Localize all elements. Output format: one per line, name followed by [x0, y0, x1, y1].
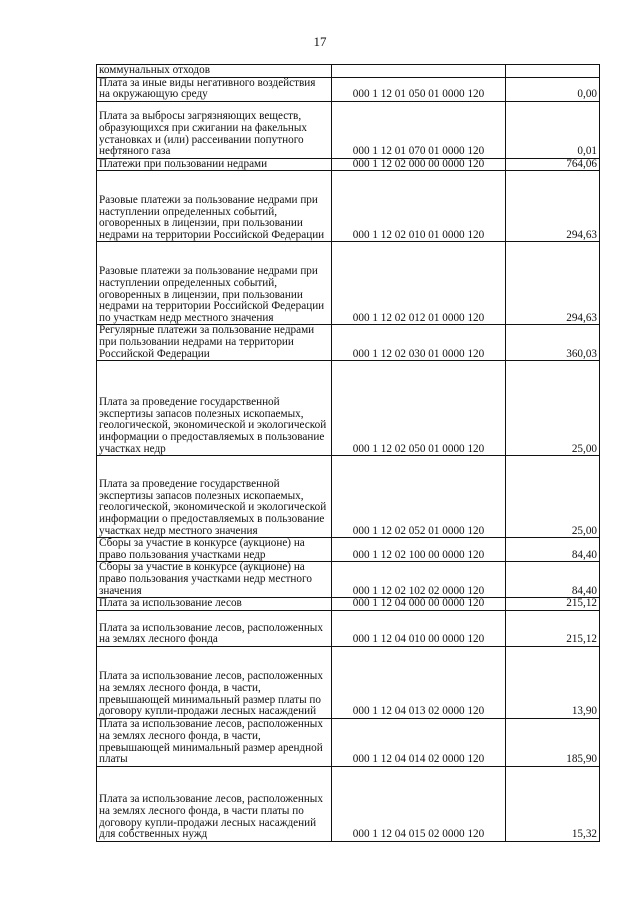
row-value: 764,06 — [566, 157, 597, 170]
row-name-cell — [97, 610, 332, 646]
row-value: 294,63 — [566, 311, 597, 324]
row-code-cell — [332, 77, 506, 101]
table-row — [97, 538, 600, 562]
row-name: Плата за проведение государственной экспертизы запасов полезных ископаемых, геологической, экономической и экологической информации о предоставляемых в пользование участках недр — [99, 396, 327, 455]
table-row — [97, 718, 600, 766]
row-name: Сборы за участие в конкурсе (аукционе) на право пользования участками недр — [99, 537, 305, 561]
row-code: 000 1 12 04 013 02 0000 120 — [352, 705, 485, 718]
row-code-cell — [332, 171, 506, 242]
row-name: Плата за выбросы загрязняющих веществ, образующихся при сжигании на факельных установках и (или) рассеивании попутного нефтяного газа — [99, 110, 307, 158]
row-code: 000 1 12 02 030 01 0000 120 — [352, 347, 485, 360]
row-value-cell — [506, 65, 600, 78]
row-code-cell — [332, 538, 506, 562]
row-name: Разовые платежи за пользование недрами при наступлении определенных событий, оговоренных в лицензии, при пользовании недрами на территории Российской Федерации по участкам недр местного значения — [99, 265, 325, 324]
table-row — [97, 158, 600, 171]
row-name-cell — [97, 598, 332, 611]
row-value-cell — [506, 766, 600, 841]
table-row — [97, 242, 600, 325]
row-code-cell — [332, 766, 506, 841]
row-value-cell — [506, 598, 600, 611]
row-name: Сборы за участие в конкурсе (аукционе) на право пользования участками недр местного значения — [99, 561, 312, 597]
row-name: Платежи при пользовании недрами — [99, 157, 268, 170]
row-value: 294,63 — [566, 228, 597, 241]
row-name: Разовые платежи за пользование недрами при наступлении определенных событий, оговоренных в лицензии, при пользовании недрами на территории Российской Федерации — [99, 194, 325, 241]
row-code: 000 1 12 01 070 01 0000 120 — [352, 145, 485, 158]
row-code: 000 1 12 04 014 02 0000 120 — [352, 753, 485, 766]
row-name: Плата за использование лесов, расположенных на землях лесного фонда, в части, превышающей минимальный размер платы по договору купли-продажи лесных насаждений — [99, 670, 323, 718]
row-value: 84,40 — [571, 584, 597, 597]
table-row — [97, 101, 600, 158]
row-code-cell — [332, 718, 506, 766]
row-value: 360,03 — [566, 347, 597, 360]
table-row — [97, 361, 600, 456]
row-value: 15,32 — [571, 828, 597, 841]
row-value: 215,12 — [566, 597, 597, 610]
row-name: Плата за использование лесов, расположенных на землях лесного фонда, в части платы по договору купли-продажи лесных насаждений для собственных нужд — [99, 793, 323, 841]
row-name: Плата за использование лесов, расположенных на землях лесного фонда, в части, превышающей минимальный размер арендной платы — [99, 718, 323, 766]
row-code-cell — [332, 456, 506, 538]
row-value: 185,90 — [566, 753, 597, 766]
row-name: Плата за использование лесов — [99, 597, 242, 610]
row-name-cell — [97, 77, 332, 101]
row-value-cell — [506, 171, 600, 242]
row-value-cell — [506, 562, 600, 598]
row-code-cell — [332, 598, 506, 611]
row-name: Плата за иные виды негативного воздействия на окружающую среду — [99, 76, 316, 101]
row-value-cell — [506, 242, 600, 325]
row-name-cell — [97, 158, 332, 171]
row-name-cell — [97, 361, 332, 456]
row-value: 215,12 — [566, 633, 597, 646]
row-code: 000 1 12 02 102 02 0000 120 — [352, 584, 485, 597]
row-value-cell — [506, 646, 600, 718]
table-row — [97, 171, 600, 242]
row-value: 25,00 — [571, 524, 597, 537]
row-name-cell — [97, 766, 332, 841]
row-name-cell — [97, 101, 332, 158]
table-row — [97, 598, 600, 611]
row-code: 000 1 12 01 050 01 0000 120 — [352, 88, 485, 101]
row-code: 000 1 12 02 010 01 0000 120 — [352, 228, 485, 241]
row-value: 84,40 — [571, 548, 597, 561]
table-row — [97, 77, 600, 101]
row-name: Плата за проведение государственной экспертизы запасов полезных ископаемых, геологической, экономической и экологической информации о предоставляемых в пользование участках недр местного значения — [99, 478, 327, 537]
row-value: 0,01 — [577, 145, 597, 158]
table-row — [97, 610, 600, 646]
row-value-cell — [506, 456, 600, 538]
row-name-cell — [97, 65, 332, 78]
row-name: Регулярные платежи за пользование недрами при пользовании недрами на территории Российской Федерации — [99, 324, 315, 360]
row-value-cell — [506, 718, 600, 766]
row-value-cell — [506, 538, 600, 562]
row-code-cell — [332, 101, 506, 158]
row-name-cell — [97, 718, 332, 766]
row-value-cell — [506, 101, 600, 158]
table-row — [97, 65, 600, 78]
budget-revenue-table — [96, 64, 600, 842]
row-code-cell — [332, 610, 506, 646]
row-value-cell — [506, 158, 600, 171]
page-number: 17 — [313, 34, 327, 49]
row-code: 000 1 12 04 010 00 0000 120 — [352, 633, 485, 646]
row-name-cell — [97, 456, 332, 538]
row-code: 000 1 12 02 012 01 0000 120 — [352, 311, 485, 324]
table-row — [97, 766, 600, 841]
row-code: 000 1 12 04 015 02 0000 120 — [352, 828, 485, 841]
row-code: 000 1 12 02 050 01 0000 120 — [352, 442, 485, 455]
table-row — [97, 325, 600, 361]
row-value: 25,00 — [571, 442, 597, 455]
row-name-cell — [97, 646, 332, 718]
row-value: 0,00 — [577, 88, 597, 101]
row-code-cell — [332, 242, 506, 325]
row-name: коммунальных отходов — [99, 64, 210, 76]
row-name-cell — [97, 171, 332, 242]
row-code-cell — [332, 646, 506, 718]
row-value-cell — [506, 325, 600, 361]
row-code-cell — [332, 158, 506, 171]
row-code-cell — [332, 562, 506, 598]
row-code: 000 1 12 02 100 00 0000 120 — [352, 548, 485, 561]
row-name: Плата за использование лесов, расположенных на землях лесного фонда — [99, 621, 323, 646]
row-value-cell — [506, 77, 600, 101]
row-name-cell — [97, 242, 332, 325]
row-code: 000 1 12 04 000 00 0000 120 — [352, 597, 485, 610]
row-name-cell — [97, 325, 332, 361]
row-code-cell — [332, 325, 506, 361]
table-row — [97, 646, 600, 718]
table-row — [97, 562, 600, 598]
row-code: 000 1 12 02 000 00 0000 120 — [352, 157, 485, 170]
row-code-cell — [332, 361, 506, 456]
row-code: 000 1 12 02 052 01 0000 120 — [352, 524, 485, 537]
row-value: 13,90 — [571, 705, 597, 718]
row-value-cell — [506, 361, 600, 456]
row-name-cell — [97, 562, 332, 598]
row-name-cell — [97, 538, 332, 562]
row-code-cell — [332, 65, 506, 78]
row-value-cell — [506, 610, 600, 646]
table-row — [97, 456, 600, 538]
